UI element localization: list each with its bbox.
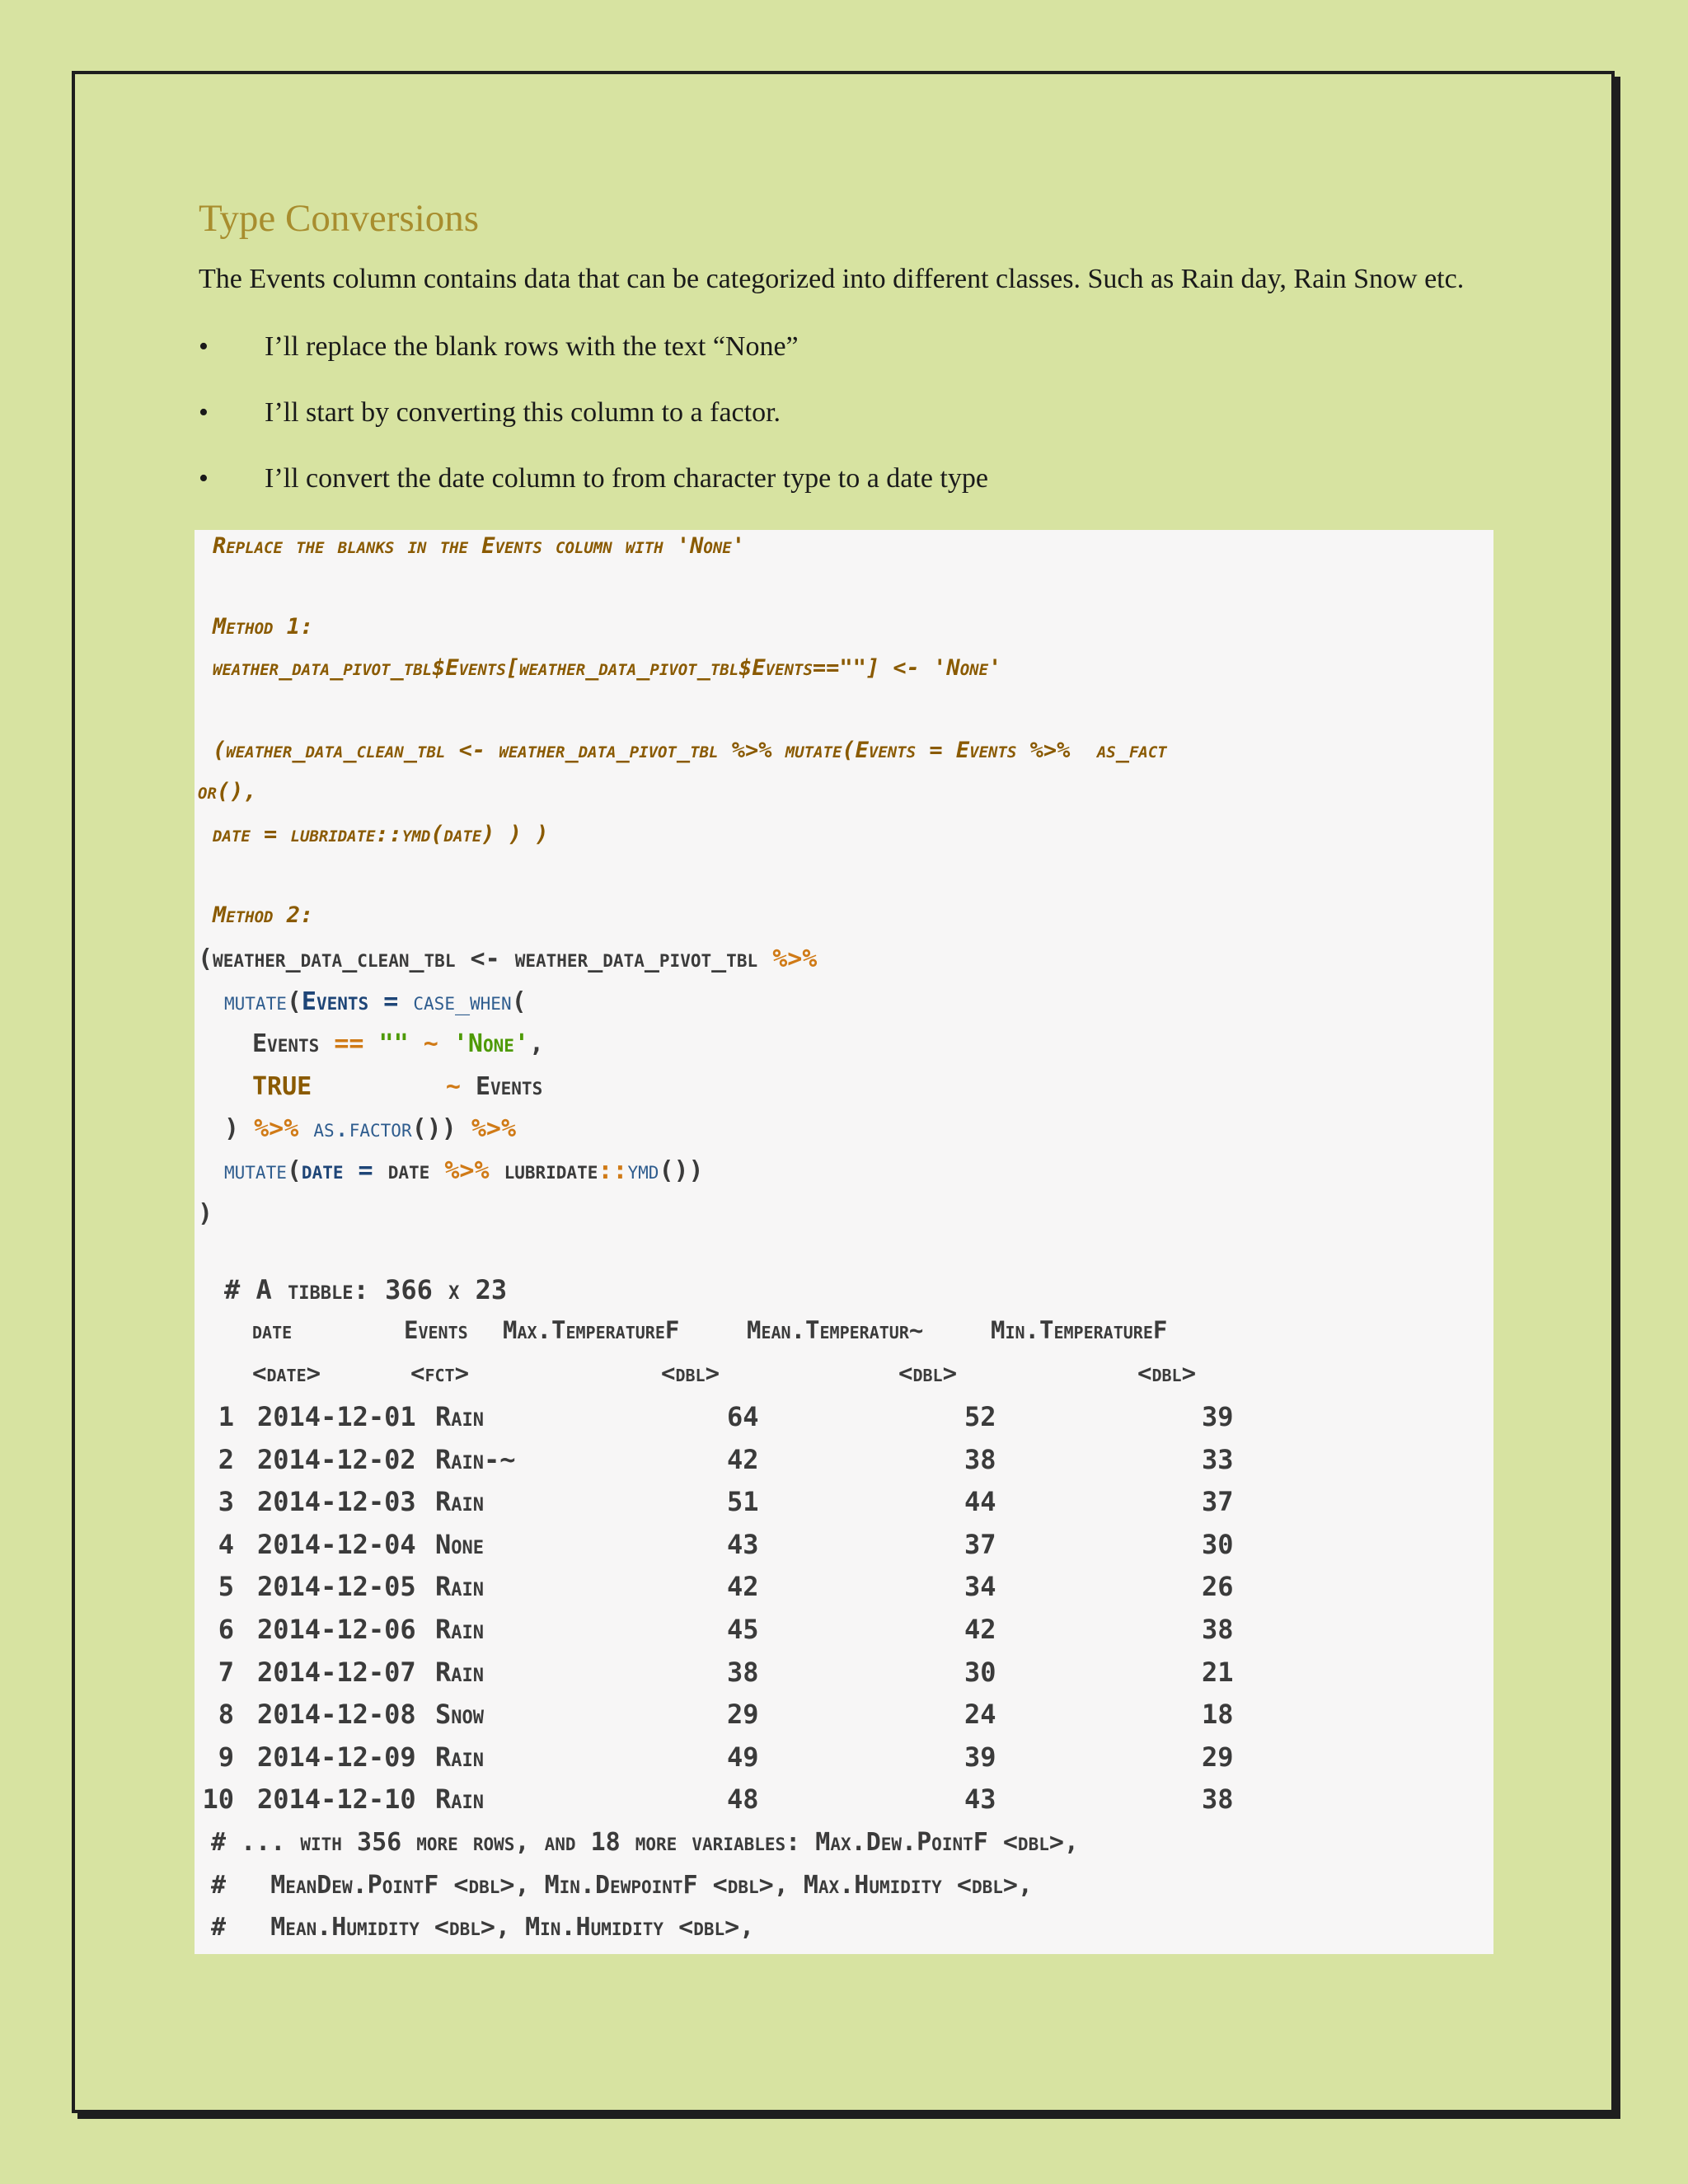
code-token: , [528,1029,545,1058]
table-cell: 43 [727,1528,759,1560]
code-token: = [368,987,414,1016]
code-block [195,530,1493,1954]
table-cell: 38 [964,1443,996,1475]
method2-code-line: ) [198,1199,213,1228]
method1-label: Method 1: [213,614,314,640]
method1-code-line: date = lubridate::ymd(date) ) ) [213,822,549,847]
column-header: Events [404,1316,468,1344]
code-token: ymd [627,1156,659,1185]
table-cell: 37 [964,1528,996,1560]
tibble-footer-line: # MeanDew.PointF <dbl>, Min.DewpointF <dbl>, Max.Humidity <dbl>, [211,1871,1033,1900]
table-cell: Rain-~ [435,1443,516,1475]
code-token: ( [511,987,527,1016]
table-cell: 29 [727,1699,759,1731]
table-cell: 2014-12-04 [257,1528,416,1560]
table-cell: 8 [218,1699,234,1731]
table-cell: Rain [435,1571,485,1603]
bullet-text: I’ll replace the blank rows with the text “None” [265,331,799,362]
column-type: <dbl> [661,1359,720,1387]
table-cell: 18 [1202,1699,1234,1731]
table-cell: 45 [727,1614,759,1645]
table-cell: 21 [1202,1656,1234,1688]
table-cell: 5 [218,1571,234,1603]
table-cell: 51 [727,1486,759,1518]
code-token: ( [286,987,302,1016]
code-token: as.factor [313,1114,412,1143]
table-cell: 10 [202,1783,234,1816]
table-cell: 4 [218,1528,234,1560]
column-type: <date> [252,1359,321,1387]
table-cell: 64 [727,1401,759,1432]
method1-code-line: or(), [198,779,257,804]
tibble-footer-line: # Mean.Humidity <dbl>, Min.Humidity <dbl>, [211,1913,755,1942]
code-token: ()) [659,1156,704,1185]
column-type: <dbl> [1137,1359,1197,1387]
code-token: ) [224,1114,240,1143]
table-cell: 7 [218,1656,234,1688]
table-cell: 29 [1202,1741,1234,1773]
table-cell: Snow [435,1699,485,1731]
table-cell: 2014-12-03 [257,1486,416,1518]
pipe-operator: %>% [772,944,818,973]
method2-code-line [198,944,817,973]
table-cell: 2 [218,1443,234,1475]
code-token: "" [378,1029,409,1058]
method1-code-line: (weather_data_clean_tbl <- weather_data_pivot_tbl %>% mutate(Events = Events %>% as_fact [213,738,1167,763]
code-token: mutate [224,987,287,1016]
table-cell: 42 [964,1614,996,1645]
code-token: (weather_data_clean_tbl <- weather_data_pivot_tbl [198,944,773,973]
table-cell: 2014-12-06 [257,1614,416,1645]
bullet-text: I’ll convert the date column to from character type to a date type [265,463,988,494]
table-cell: 33 [1202,1443,1234,1475]
table-cell: 2014-12-02 [257,1443,416,1475]
code-token: TRUE [252,1072,312,1101]
table-cell: 42 [727,1571,759,1603]
method2-label: Method 2: [213,902,314,928]
table-cell: 26 [1202,1571,1234,1603]
method2-code-line [224,1114,516,1143]
code-token: ~ [423,1029,438,1058]
table-cell: 2014-12-01 [257,1401,416,1432]
bullet-marker: • [199,397,209,428]
code-token: = [343,1156,388,1185]
intro-paragraph: The Events column contains data that can be categorized into different classes. Such as Rain day, Rain Snow etc. [199,264,1465,294]
table-cell: Rain [435,1486,485,1518]
code-token: lubridate [504,1156,598,1185]
table-cell: 30 [1202,1528,1234,1560]
table-cell: 9 [218,1741,234,1773]
table-cell: 3 [218,1486,234,1518]
column-type: <dbl> [898,1359,958,1387]
tibble-footer-line: # ... with 356 more rows, and 18 more variables: Max.Dew.PointF <dbl>, [211,1828,1079,1857]
code-token: date [387,1156,430,1185]
table-cell: 38 [1202,1783,1234,1816]
bullet-text: I’ll start by converting this column to a factor. [265,397,781,428]
bullet-marker: • [199,463,209,494]
column-type: <fct> [410,1359,470,1387]
section-title: Type Conversions [199,197,480,240]
column-header: Mean.Temperatur~ [747,1316,924,1344]
table-cell: 37 [1202,1486,1234,1518]
table-cell: 6 [218,1614,234,1645]
code-token: date [301,1156,344,1185]
code-token: mutate [224,1156,287,1185]
table-cell: 49 [727,1741,759,1773]
table-cell: None [435,1528,485,1560]
table-cell: Rain [435,1783,485,1816]
code-token: == [334,1029,364,1058]
table-cell: Rain [435,1614,485,1645]
method1-code-line: weather_data_pivot_tbl$Events[weather_data_pivot_tbl$Events==""] <- 'None' [213,655,1002,681]
code-token: 'None' [452,1029,529,1058]
code-token: Events [252,1029,320,1058]
table-cell: 39 [1202,1401,1234,1432]
code-token: ( [286,1156,302,1185]
table-cell: 38 [727,1656,759,1688]
table-cell: 38 [1202,1614,1234,1645]
pipe-operator: %>% [444,1156,490,1185]
table-cell: 24 [964,1699,996,1731]
table-cell: 48 [727,1783,759,1816]
pipe-operator: %>% [254,1114,299,1143]
code-token: Events [475,1072,543,1101]
column-header: Max.TemperatureF [503,1316,680,1344]
table-cell: Rain [435,1401,485,1432]
code-token: ~ [445,1072,461,1101]
table-cell: 1 [218,1401,234,1432]
code-token: :: [598,1156,628,1185]
code-token: ()) [411,1114,471,1143]
table-cell: 52 [964,1401,996,1432]
tibble-header: # A tibble: 366 x 23 [224,1274,508,1305]
method2-code-line [252,1029,544,1058]
method2-code-line [224,1156,704,1185]
table-cell: 2014-12-08 [257,1699,416,1731]
bullet-marker: • [199,331,209,362]
method2-code-line [224,987,527,1016]
column-header: Min.TemperatureF [991,1316,1168,1344]
table-cell: 39 [964,1741,996,1773]
table-cell: 2014-12-07 [257,1656,416,1688]
code-heading: Replace the blanks in the Events column with 'None' [213,533,746,559]
table-cell: 43 [964,1783,996,1816]
column-header: date [252,1316,293,1344]
code-token: Events [301,987,369,1016]
table-cell: 34 [964,1571,996,1603]
code-token: case_when [413,987,512,1016]
table-cell: Rain [435,1741,485,1773]
table-cell: 2014-12-09 [257,1741,416,1773]
table-cell: 2014-12-05 [257,1571,416,1603]
method2-code-line [252,1072,542,1101]
table-cell: 30 [964,1656,996,1688]
table-cell: 44 [964,1486,996,1518]
pipe-operator: %>% [471,1114,517,1143]
table-cell: Rain [435,1656,485,1688]
table-cell: 2014-12-10 [257,1783,416,1816]
table-cell: 42 [727,1443,759,1475]
